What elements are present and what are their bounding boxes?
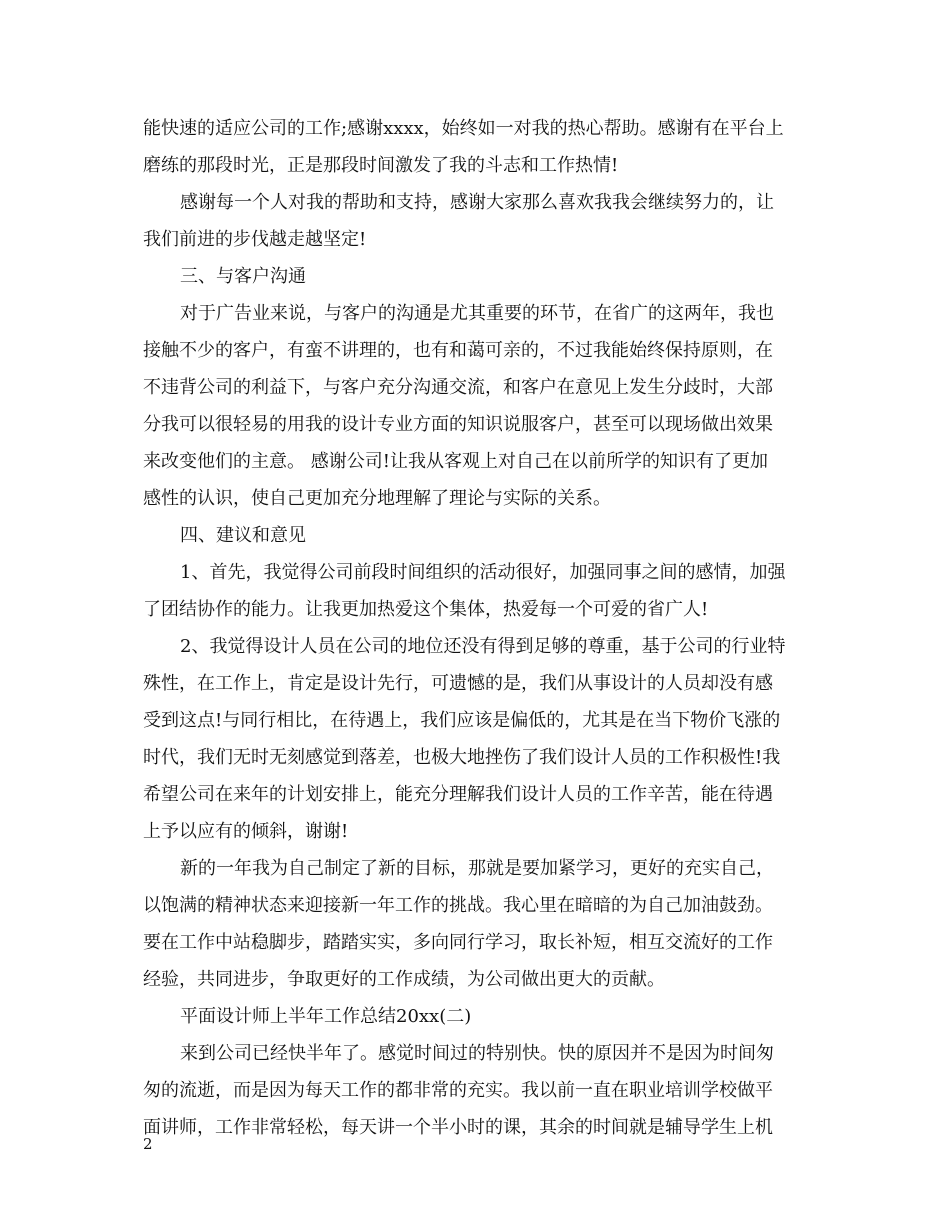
text-line: 能快速的适应公司的工作;感谢xxxx，始终如一对我的热心帮助。感谢有在平台上 xyxy=(143,118,784,139)
text-line: 殊性，在工作上，肯定是设计先行，可遗憾的是，我们从事设计的人员却没有感 xyxy=(143,673,773,694)
text-line: 分我可以很轻易的用我的设计专业方面的知识说服客户，甚至可以现场做出效果 xyxy=(143,414,773,435)
page-number: 2 xyxy=(143,1135,153,1153)
text-line: 不违背公司的利益下，与客户充分沟通交流，和客户在意见上发生分歧时，大部 xyxy=(143,377,773,398)
text-line: 感谢每一个人对我的帮助和支持，感谢大家那么喜欢我我会继续努力的，让 xyxy=(180,192,774,213)
text-line: 经验，共同进步，争取更好的工作成绩，为公司做出更大的贡献。 xyxy=(143,969,665,990)
text-line: 希望公司在来年的计划安排上，能充分理解我们设计人员的工作辛苦，能在待遇 xyxy=(143,784,773,805)
document-body xyxy=(143,110,815,1146)
text-line: 感性的认识，使自己更加充分地理解了理论与实际的关系。 xyxy=(143,488,611,509)
text-line: 磨练的那段时光，正是那段时间激发了我的斗志和工作热情! xyxy=(143,155,619,176)
text-line: 上予以应有的倾斜，谢谢! xyxy=(143,821,349,842)
text-line: 新的一年我为自己制定了新的目标，那就是要加紧学习，更好的充实自己， xyxy=(180,858,774,879)
text-line: 时代，我们无时无刻感觉到落差，也极大地挫伤了我们设计人员的工作积极性!我 xyxy=(143,747,781,768)
text-line: 来改变他们的主意。 感谢公司!让我从客观上对自己在以前所学的知识有了更加 xyxy=(143,451,768,472)
text-line: 要在工作中站稳脚步，踏踏实实，多向同行学习，取长补短，相互交流好的工作 xyxy=(143,932,773,953)
section-title: 平面设计师上半年工作总结20xx(二) xyxy=(180,1006,472,1027)
text-line: 匆的流逝，而是因为每天工作的都非常的充实。我以前一直在职业培训学校做平 xyxy=(143,1080,773,1101)
text-line: 面讲师，工作非常轻松，每天讲一个半小时的课，其余的时间就是辅导学生上机 xyxy=(143,1117,773,1138)
text-line: 来到公司已经快半年了。感觉时间过的特别快。快的原因并不是因为时间匆 xyxy=(180,1043,774,1064)
text-line: 接触不少的客户，有蛮不讲理的，也有和蔼可亲的，不过我能始终保持原则，在 xyxy=(143,340,773,361)
section-heading: 四、建议和意见 xyxy=(180,525,306,546)
text-line: 对于广告业来说，与客户的沟通是尤其重要的环节，在省广的这两年，我也 xyxy=(180,303,774,324)
text-line: 我们前进的步伐越走越坚定! xyxy=(143,229,367,250)
text-line: 受到这点!与同行相比，在待遇上，我们应该是偏低的，尤其是在当下物价飞涨的 xyxy=(143,710,781,731)
text-line: 了团结协作的能力。让我更加热爱这个集体，热爱每一个可爱的省广人! xyxy=(143,599,709,620)
text-line: 2、我觉得设计人员在公司的地位还没有得到足够的尊重，基于公司的行业特 xyxy=(180,636,786,657)
text-line: 以饱满的精神状态来迎接新一年工作的挑战。我心里在暗暗的为自己加油鼓劲。 xyxy=(143,895,773,916)
section-heading: 三、与客户沟通 xyxy=(180,266,306,287)
text-line: 1、首先，我觉得公司前段时间组织的活动很好，加强同事之间的感情，加强 xyxy=(180,562,786,583)
